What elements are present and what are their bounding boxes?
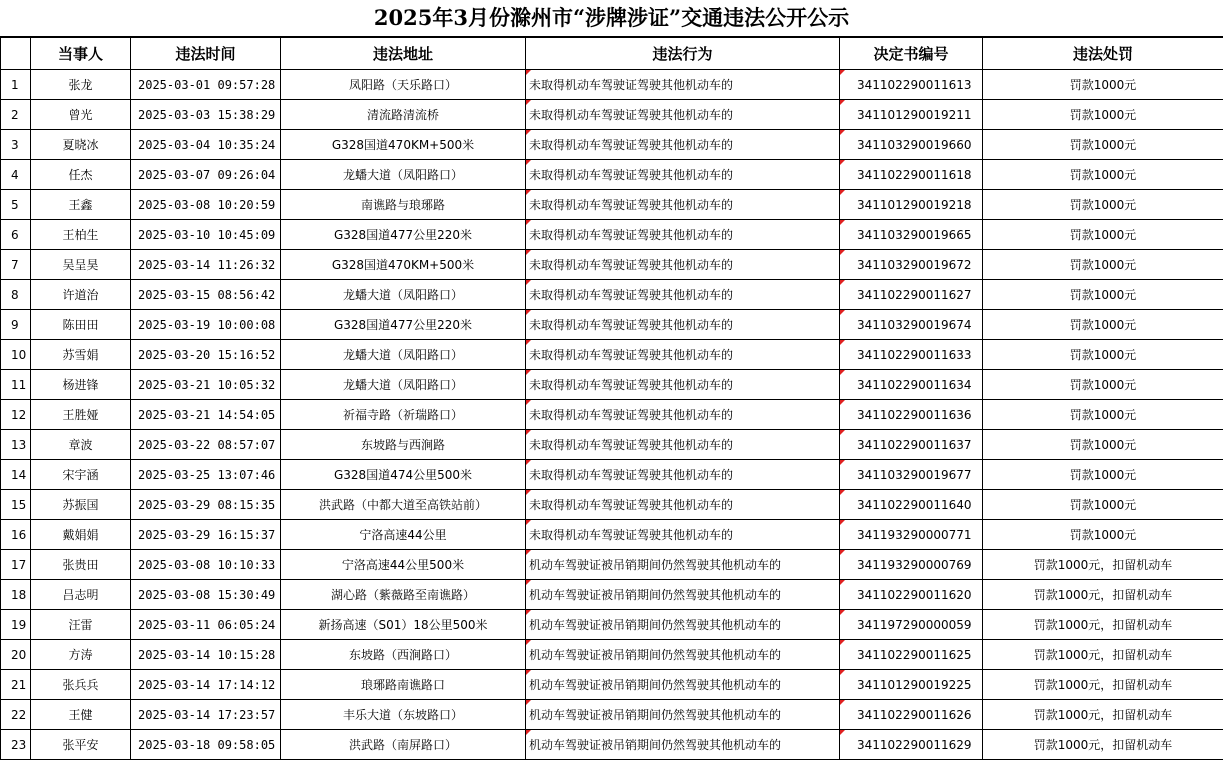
cell-party[interactable]: 宋宇涵 bbox=[31, 460, 131, 490]
cell-decision-number[interactable]: 341102290011626 bbox=[840, 700, 983, 730]
cell-index[interactable]: 5 bbox=[1, 190, 31, 220]
cell-penalty[interactable]: 罚款1000元 bbox=[983, 220, 1223, 250]
table-body bbox=[1, 70, 1223, 760]
cell-time[interactable]: 2025-03-03 15:38:29 bbox=[131, 100, 281, 130]
cell-behavior[interactable]: 机动车驾驶证被吊销期间仍然驾驶其他机动车的 bbox=[526, 730, 840, 760]
cell-location[interactable]: G328国道474公里500米 bbox=[281, 460, 526, 490]
table-row bbox=[1, 520, 1223, 550]
cell-decision-number[interactable]: 341101290019218 bbox=[840, 190, 983, 220]
cell-behavior[interactable]: 未取得机动车驾驶证驾驶其他机动车的 bbox=[526, 220, 840, 250]
cell-behavior[interactable]: 未取得机动车驾驶证驾驶其他机动车的 bbox=[526, 280, 840, 310]
cell-index[interactable]: 21 bbox=[1, 670, 31, 700]
violations-table bbox=[0, 37, 1223, 760]
cell-index[interactable]: 15 bbox=[1, 490, 31, 520]
cell-location[interactable]: 宁洛高速44公里500米 bbox=[281, 550, 526, 580]
cell-party[interactable]: 王柏生 bbox=[31, 220, 131, 250]
cell-party[interactable]: 王健 bbox=[31, 700, 131, 730]
cell-penalty[interactable]: 罚款1000元 bbox=[983, 310, 1223, 340]
cell-penalty[interactable]: 罚款1000元 bbox=[983, 70, 1223, 100]
cell-decision-number[interactable]: 341193290000769 bbox=[840, 550, 983, 580]
header-location[interactable]: 违法地址 bbox=[281, 38, 526, 70]
cell-behavior[interactable]: 未取得机动车驾驶证驾驶其他机动车的 bbox=[526, 400, 840, 430]
cell-location[interactable]: 宁洛高速44公里 bbox=[281, 520, 526, 550]
cell-index[interactable]: 3 bbox=[1, 130, 31, 160]
cell-party[interactable]: 张龙 bbox=[31, 70, 131, 100]
header-index[interactable] bbox=[1, 38, 31, 70]
cell-penalty[interactable]: 罚款1000元，扣留机动车 bbox=[983, 730, 1223, 760]
cell-decision-number[interactable]: 341103290019677 bbox=[840, 460, 983, 490]
cell-penalty[interactable]: 罚款1000元 bbox=[983, 100, 1223, 130]
cell-location[interactable]: 新扬高速（S01）18公里500米 bbox=[281, 610, 526, 640]
table-row bbox=[1, 610, 1223, 640]
cell-decision-number[interactable]: 341102290011627 bbox=[840, 280, 983, 310]
cell-decision-number[interactable]: 341101290019211 bbox=[840, 100, 983, 130]
table-row bbox=[1, 490, 1223, 520]
cell-penalty[interactable]: 罚款1000元 bbox=[983, 400, 1223, 430]
table-row bbox=[1, 250, 1223, 280]
cell-decision-number[interactable]: 341101290019225 bbox=[840, 670, 983, 700]
cell-index[interactable]: 9 bbox=[1, 310, 31, 340]
cell-behavior[interactable]: 未取得机动车驾驶证驾驶其他机动车的 bbox=[526, 460, 840, 490]
table-row bbox=[1, 550, 1223, 580]
table-row bbox=[1, 280, 1223, 310]
cell-time[interactable]: 2025-03-21 14:54:05 bbox=[131, 400, 281, 430]
cell-location[interactable]: 琅琊路南谯路口 bbox=[281, 670, 526, 700]
cell-time[interactable]: 2025-03-29 16:15:37 bbox=[131, 520, 281, 550]
cell-party[interactable]: 张平安 bbox=[31, 730, 131, 760]
cell-time[interactable]: 2025-03-14 10:15:28 bbox=[131, 640, 281, 670]
cell-behavior[interactable]: 未取得机动车驾驶证驾驶其他机动车的 bbox=[526, 340, 840, 370]
cell-time[interactable]: 2025-03-29 08:15:35 bbox=[131, 490, 281, 520]
cell-party[interactable]: 许道治 bbox=[31, 280, 131, 310]
table-row bbox=[1, 430, 1223, 460]
cell-index[interactable]: 4 bbox=[1, 160, 31, 190]
table-row bbox=[1, 220, 1223, 250]
cell-penalty[interactable]: 罚款1000元 bbox=[983, 430, 1223, 460]
cell-behavior[interactable]: 未取得机动车驾驶证驾驶其他机动车的 bbox=[526, 100, 840, 130]
table-row bbox=[1, 460, 1223, 490]
cell-location[interactable]: 东坡路（西涧路口） bbox=[281, 640, 526, 670]
cell-location[interactable]: G328国道477公里220米 bbox=[281, 220, 526, 250]
cell-party[interactable]: 戴娟娟 bbox=[31, 520, 131, 550]
cell-time[interactable]: 2025-03-04 10:35:24 bbox=[131, 130, 281, 160]
cell-behavior[interactable]: 未取得机动车驾驶证驾驶其他机动车的 bbox=[526, 520, 840, 550]
cell-index[interactable]: 19 bbox=[1, 610, 31, 640]
table-row bbox=[1, 730, 1223, 760]
cell-penalty[interactable]: 罚款1000元 bbox=[983, 280, 1223, 310]
cell-index[interactable]: 14 bbox=[1, 460, 31, 490]
header-party[interactable]: 当事人 bbox=[31, 38, 131, 70]
page-title: 2025年3月份滁州市“涉牌涉证”交通违法公开公示 bbox=[0, 0, 1223, 37]
cell-behavior[interactable]: 机动车驾驶证被吊销期间仍然驾驶其他机动车的 bbox=[526, 580, 840, 610]
cell-decision-number[interactable]: 341102290011637 bbox=[840, 430, 983, 460]
cell-decision-number[interactable]: 341193290000771 bbox=[840, 520, 983, 550]
cell-penalty[interactable]: 罚款1000元，扣留机动车 bbox=[983, 670, 1223, 700]
cell-time[interactable]: 2025-03-21 10:05:32 bbox=[131, 370, 281, 400]
cell-party[interactable]: 章波 bbox=[31, 430, 131, 460]
cell-location[interactable]: 洪武路（中都大道至高铁站前） bbox=[281, 490, 526, 520]
table-row bbox=[1, 190, 1223, 220]
table-row bbox=[1, 160, 1223, 190]
cell-penalty[interactable]: 罚款1000元，扣留机动车 bbox=[983, 610, 1223, 640]
table-row bbox=[1, 700, 1223, 730]
cell-party[interactable]: 吴呈昊 bbox=[31, 250, 131, 280]
cell-location[interactable]: G328国道470KM+500米 bbox=[281, 250, 526, 280]
cell-location[interactable]: G328国道477公里220米 bbox=[281, 310, 526, 340]
cell-decision-number[interactable]: 341102290011613 bbox=[840, 70, 983, 100]
cell-index[interactable]: 16 bbox=[1, 520, 31, 550]
cell-party[interactable]: 杨进锋 bbox=[31, 370, 131, 400]
cell-penalty[interactable]: 罚款1000元 bbox=[983, 130, 1223, 160]
header-penalty[interactable]: 违法处罚 bbox=[983, 38, 1223, 70]
cell-party[interactable]: 王鑫 bbox=[31, 190, 131, 220]
cell-party[interactable]: 张兵兵 bbox=[31, 670, 131, 700]
cell-behavior[interactable]: 未取得机动车驾驶证驾驶其他机动车的 bbox=[526, 430, 840, 460]
cell-location[interactable]: 龙蟠大道（凤阳路口） bbox=[281, 280, 526, 310]
cell-decision-number[interactable]: 341102290011633 bbox=[840, 340, 983, 370]
cell-location[interactable]: 祈福寺路（祈瑞路口） bbox=[281, 400, 526, 430]
cell-index[interactable]: 1 bbox=[1, 70, 31, 100]
cell-index[interactable]: 18 bbox=[1, 580, 31, 610]
table-row bbox=[1, 100, 1223, 130]
cell-location[interactable]: 洪武路（南屏路口） bbox=[281, 730, 526, 760]
cell-penalty[interactable]: 罚款1000元，扣留机动车 bbox=[983, 640, 1223, 670]
cell-decision-number[interactable]: 341103290019672 bbox=[840, 250, 983, 280]
cell-behavior[interactable]: 未取得机动车驾驶证驾驶其他机动车的 bbox=[526, 160, 840, 190]
cell-behavior[interactable]: 未取得机动车驾驶证驾驶其他机动车的 bbox=[526, 70, 840, 100]
cell-penalty[interactable]: 罚款1000元 bbox=[983, 190, 1223, 220]
cell-party[interactable]: 夏晓冰 bbox=[31, 130, 131, 160]
cell-location[interactable]: 清流路清流桥 bbox=[281, 100, 526, 130]
cell-penalty[interactable]: 罚款1000元 bbox=[983, 370, 1223, 400]
table-row bbox=[1, 340, 1223, 370]
header-row bbox=[1, 38, 1223, 70]
cell-index[interactable]: 2 bbox=[1, 100, 31, 130]
cell-party[interactable]: 汪雷 bbox=[31, 610, 131, 640]
cell-location[interactable]: 南谯路与琅琊路 bbox=[281, 190, 526, 220]
cell-time[interactable]: 2025-03-10 10:45:09 bbox=[131, 220, 281, 250]
cell-penalty[interactable]: 罚款1000元 bbox=[983, 340, 1223, 370]
cell-location[interactable]: 丰乐大道（东坡路口） bbox=[281, 700, 526, 730]
cell-time[interactable]: 2025-03-14 17:14:12 bbox=[131, 670, 281, 700]
cell-time[interactable]: 2025-03-19 10:00:08 bbox=[131, 310, 281, 340]
cell-party[interactable]: 苏振国 bbox=[31, 490, 131, 520]
cell-decision-number[interactable]: 341102290011629 bbox=[840, 730, 983, 760]
cell-behavior[interactable]: 机动车驾驶证被吊销期间仍然驾驶其他机动车的 bbox=[526, 610, 840, 640]
cell-party[interactable]: 吕志明 bbox=[31, 580, 131, 610]
cell-behavior[interactable]: 未取得机动车驾驶证驾驶其他机动车的 bbox=[526, 190, 840, 220]
cell-index[interactable]: 17 bbox=[1, 550, 31, 580]
cell-penalty[interactable]: 罚款1000元 bbox=[983, 250, 1223, 280]
cell-behavior[interactable]: 机动车驾驶证被吊销期间仍然驾驶其他机动车的 bbox=[526, 670, 840, 700]
cell-index[interactable]: 23 bbox=[1, 730, 31, 760]
cell-penalty[interactable]: 罚款1000元，扣留机动车 bbox=[983, 700, 1223, 730]
cell-time[interactable]: 2025-03-01 09:57:28 bbox=[131, 70, 281, 100]
cell-time[interactable]: 2025-03-22 08:57:07 bbox=[131, 430, 281, 460]
cell-decision-number[interactable]: 341102290011636 bbox=[840, 400, 983, 430]
cell-behavior[interactable]: 未取得机动车驾驶证驾驶其他机动车的 bbox=[526, 130, 840, 160]
cell-time[interactable]: 2025-03-15 08:56:42 bbox=[131, 280, 281, 310]
cell-index[interactable]: 22 bbox=[1, 700, 31, 730]
cell-index[interactable]: 11 bbox=[1, 370, 31, 400]
cell-location[interactable]: 东坡路与西涧路 bbox=[281, 430, 526, 460]
cell-party[interactable]: 任杰 bbox=[31, 160, 131, 190]
table-row bbox=[1, 580, 1223, 610]
cell-party[interactable]: 王胜娅 bbox=[31, 400, 131, 430]
cell-time[interactable]: 2025-03-14 17:23:57 bbox=[131, 700, 281, 730]
table-row bbox=[1, 670, 1223, 700]
table-row bbox=[1, 310, 1223, 340]
cell-penalty[interactable]: 罚款1000元，扣留机动车 bbox=[983, 580, 1223, 610]
cell-decision-number[interactable]: 341102290011625 bbox=[840, 640, 983, 670]
cell-time[interactable]: 2025-03-18 09:58:05 bbox=[131, 730, 281, 760]
cell-decision-number[interactable]: 341103290019674 bbox=[840, 310, 983, 340]
cell-index[interactable]: 6 bbox=[1, 220, 31, 250]
cell-behavior[interactable]: 未取得机动车驾驶证驾驶其他机动车的 bbox=[526, 370, 840, 400]
cell-time[interactable]: 2025-03-20 15:16:52 bbox=[131, 340, 281, 370]
table-row bbox=[1, 640, 1223, 670]
cell-location[interactable]: G328国道470KM+500米 bbox=[281, 130, 526, 160]
cell-party[interactable]: 曾光 bbox=[31, 100, 131, 130]
cell-behavior[interactable]: 未取得机动车驾驶证驾驶其他机动车的 bbox=[526, 250, 840, 280]
cell-decision-number[interactable]: 341103290019665 bbox=[840, 220, 983, 250]
cell-time[interactable]: 2025-03-25 13:07:46 bbox=[131, 460, 281, 490]
table-row bbox=[1, 70, 1223, 100]
cell-behavior[interactable]: 机动车驾驶证被吊销期间仍然驾驶其他机动车的 bbox=[526, 550, 840, 580]
cell-party[interactable]: 方涛 bbox=[31, 640, 131, 670]
cell-behavior[interactable]: 机动车驾驶证被吊销期间仍然驾驶其他机动车的 bbox=[526, 640, 840, 670]
cell-time[interactable]: 2025-03-14 11:26:32 bbox=[131, 250, 281, 280]
cell-penalty[interactable]: 罚款1000元 bbox=[983, 460, 1223, 490]
table-row bbox=[1, 400, 1223, 430]
cell-party[interactable]: 陈田田 bbox=[31, 310, 131, 340]
cell-decision-number[interactable]: 341197290000059 bbox=[840, 610, 983, 640]
cell-location[interactable]: 龙蟠大道（凤阳路口） bbox=[281, 160, 526, 190]
cell-index[interactable]: 13 bbox=[1, 430, 31, 460]
cell-penalty[interactable]: 罚款1000元 bbox=[983, 520, 1223, 550]
cell-behavior[interactable]: 未取得机动车驾驶证驾驶其他机动车的 bbox=[526, 490, 840, 520]
cell-time[interactable]: 2025-03-11 06:05:24 bbox=[131, 610, 281, 640]
cell-party[interactable]: 张贵田 bbox=[31, 550, 131, 580]
cell-time[interactable]: 2025-03-08 15:30:49 bbox=[131, 580, 281, 610]
cell-index[interactable]: 20 bbox=[1, 640, 31, 670]
cell-index[interactable]: 12 bbox=[1, 400, 31, 430]
cell-index[interactable]: 7 bbox=[1, 250, 31, 280]
cell-index[interactable]: 8 bbox=[1, 280, 31, 310]
header-time[interactable]: 违法时间 bbox=[131, 38, 281, 70]
cell-behavior[interactable]: 机动车驾驶证被吊销期间仍然驾驶其他机动车的 bbox=[526, 700, 840, 730]
table-row bbox=[1, 370, 1223, 400]
cell-penalty[interactable]: 罚款1000元 bbox=[983, 490, 1223, 520]
cell-time[interactable]: 2025-03-07 09:26:04 bbox=[131, 160, 281, 190]
cell-time[interactable]: 2025-03-08 10:20:59 bbox=[131, 190, 281, 220]
cell-decision-number[interactable]: 341102290011634 bbox=[840, 370, 983, 400]
cell-penalty[interactable]: 罚款1000元 bbox=[983, 160, 1223, 190]
cell-decision-number[interactable]: 341102290011620 bbox=[840, 580, 983, 610]
cell-penalty[interactable]: 罚款1000元，扣留机动车 bbox=[983, 550, 1223, 580]
cell-behavior[interactable]: 未取得机动车驾驶证驾驶其他机动车的 bbox=[526, 310, 840, 340]
cell-decision-number[interactable]: 341103290019660 bbox=[840, 130, 983, 160]
cell-decision-number[interactable]: 341102290011618 bbox=[840, 160, 983, 190]
cell-location[interactable]: 凤阳路（天乐路口） bbox=[281, 70, 526, 100]
cell-index[interactable]: 10 bbox=[1, 340, 31, 370]
cell-location[interactable]: 龙蟠大道（凤阳路口） bbox=[281, 340, 526, 370]
cell-time[interactable]: 2025-03-08 10:10:33 bbox=[131, 550, 281, 580]
cell-location[interactable]: 龙蟠大道（凤阳路口） bbox=[281, 370, 526, 400]
cell-party[interactable]: 苏雪娟 bbox=[31, 340, 131, 370]
header-behavior[interactable]: 违法行为 bbox=[526, 38, 840, 70]
table-row bbox=[1, 130, 1223, 160]
cell-decision-number[interactable]: 341102290011640 bbox=[840, 490, 983, 520]
cell-location[interactable]: 湖心路（紫薇路至南谯路） bbox=[281, 580, 526, 610]
header-decision-number[interactable]: 决定书编号 bbox=[840, 38, 983, 70]
